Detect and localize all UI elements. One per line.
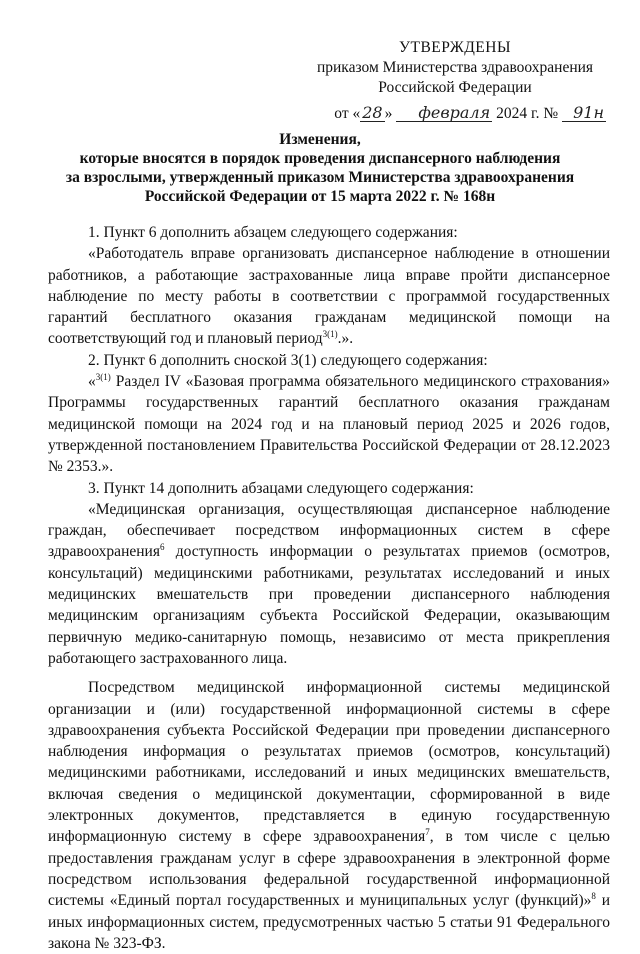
paragraph-6 xyxy=(48,499,610,669)
document-heading xyxy=(60,130,580,206)
approval-line-1: приказом Министерства здравоохранения xyxy=(316,59,594,76)
footnote-ref-8: 8 xyxy=(591,891,596,902)
order-number-handwritten: 91н xyxy=(562,105,606,122)
approval-line-2: Российской Федерации xyxy=(378,79,532,96)
paragraph-1: 1. Пункт 6 дополнить абзацем следующего содержания: xyxy=(88,224,458,241)
paragraph-2-end: .». xyxy=(337,330,354,348)
footnote-mark-3-1: 3(1) xyxy=(95,371,111,382)
paragraph-5: 3. Пункт 14 дополнить абзацами следующего содержания: xyxy=(88,479,474,497)
heading-line-1: Изменения, xyxy=(279,131,361,148)
heading-line-2: которые вносятся в порядок проведения диспансерного наблюдения xyxy=(79,150,561,167)
paragraph-4 xyxy=(48,371,610,477)
paragraph-6-text-b: доступность информации о результатах приемов (осмотров, консультаций) медицинскими работниками, результатах исследований и иных медицинских вмешательств при проведении диспансерного наблюдения медицинским организациям субъекта Российской Федерации, оказывающим первичную медико-санитарную помощь, независимо от места прикрепления работающего застрахованного лица. xyxy=(48,543,610,667)
heading-line-4: Российской Федерации от 15 марта 2022 г. № 168н xyxy=(144,188,496,205)
date-prefix: от « xyxy=(334,105,361,122)
paragraph-7-text-a: Посредством медицинской информационной системы медицинской организации и (или) государственной информационной системы в сфере здравоохранения субъекта Российской Федерации при проведении диспансерного наблюдения информация о результатах приемов (осмотров, консультаций) медицинскими работниками, исследований и иных медицинских вмешательств, включая сведения о медицинской документации, сформированной в виде электронных документов, представляется в единую государственную информационную систему в сфере здравоохранения xyxy=(48,679,610,846)
approval-title: УТВЕРЖДЕНЫ xyxy=(399,39,511,56)
paragraph-7 xyxy=(48,677,610,954)
footnote-ref-7: 7 xyxy=(425,827,430,838)
approval-block xyxy=(300,38,610,124)
paragraph-3: 2. Пункт 6 дополнить сноской 3(1) следующего содержания: xyxy=(88,351,488,369)
heading-line-3: за взрослыми, утвержденный приказом Министерства здравоохранения xyxy=(65,169,575,186)
date-quote-close: » xyxy=(384,105,393,122)
date-month-handwritten: февраля xyxy=(396,105,492,122)
date-year: 2024 г. № xyxy=(496,105,559,122)
footnote-ref-6: 6 xyxy=(159,542,165,553)
paragraph-7-text-b: , в том числе с целью предоставления гражданам услуг в сфере здравоохранения в электронной форме посредством использования федеральной государственной информационной системы «Единый портал государственных и муниципальных услуг (функций)» xyxy=(48,828,610,910)
paragraph-2 xyxy=(48,243,610,349)
paragraph-6-text-a: «Медицинская организация, осуществляющая диспансерное наблюдение граждан, обеспечивает посредством информационных систем в сфере здравоохранения xyxy=(48,500,610,561)
paragraph-7-text-c: и иных информационных систем, предусмотренных частью 5 статьи 91 Федерального закона № 323-ФЗ. xyxy=(48,892,610,952)
footnote-ref-3-1: 3(1) xyxy=(322,329,338,340)
paragraph-2-text: «Работодатель вправе организовать диспансерное наблюдение в отношении работников, а работающие застрахованные лица вправе пройти диспансерное наблюдение по месту работы в соответствии с программой государственных гарантий бесплатного оказания гражданам медицинской помощи на соответствующий год и плановый период xyxy=(48,245,610,348)
approval-date-line xyxy=(300,104,610,124)
date-day-handwritten: 28 xyxy=(362,103,383,122)
document-body xyxy=(48,222,610,954)
paragraph-4-text: Раздел IV «Базовая программа обязательного медицинского страхования» Программы государственных гарантий бесплатного оказания гражданам медицинской помощи на 2024 год и на плановый период 2025 и 2026 годов, утвержденной постановлением Правительства Российской Федерации от 28.12.2023 № 2353.». xyxy=(48,373,610,476)
paragraph-4-open: « xyxy=(88,373,96,391)
